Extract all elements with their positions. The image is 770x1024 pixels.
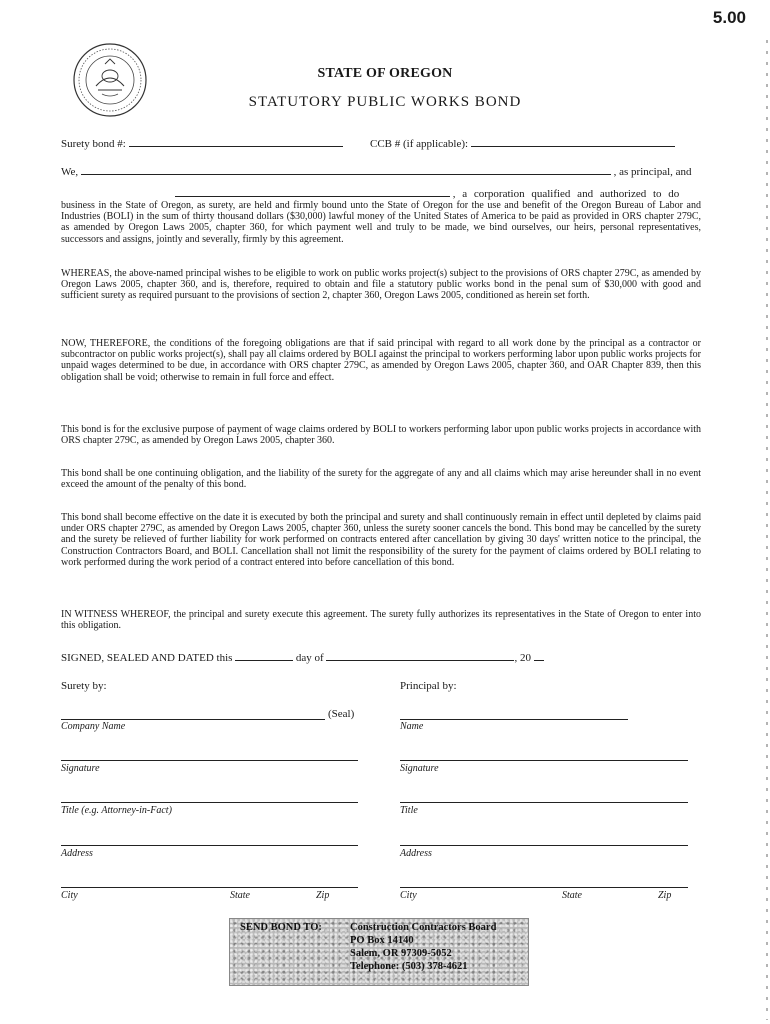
surety-title-label: Title (e.g. Attorney-in-Fact) [61,805,172,816]
principal-state-label: State [562,890,582,901]
surety-bond-label: Surety bond #: [61,138,126,150]
ccb-field[interactable] [370,136,675,150]
day-of-label: day of [295,652,324,664]
ccb-label: CCB # (if applicable): [370,138,469,150]
corporation-text: , a corporation qualified and authorized to do [452,188,680,200]
surety-name-field[interactable] [175,186,679,200]
ccb-input[interactable] [471,136,675,147]
paragraph-in-witness: IN WITNESS WHEREOF, the principal and surety execute this agreement. The surety fully authorizes its representatives in the State of Oregon to enter into this obligation. [61,609,701,632]
principal-name-line[interactable] [400,719,628,720]
principal-signature-line[interactable] [400,760,688,761]
principal-name-input[interactable] [81,164,611,175]
surety-city-line[interactable] [61,887,358,888]
surety-bond-field[interactable] [61,136,343,150]
surety-signature-label: Signature [61,763,100,774]
surety-zip-label: Zip [316,890,330,901]
send-bond-to-stamp [229,918,529,986]
ccb-address-line2: PO Box 14140 [350,935,414,946]
principal-signature-label: Signature [400,763,439,774]
we-label: We, [61,166,79,178]
principal-address-label: Address [400,848,432,859]
paragraph-exclusive-purpose: This bond is for the exclusive purpose of payment of wage claims ordered by BOLI to workers performing labor upon public works projects in accordance with ORS chapter 279C, as amended by Oregon Laws 2005, chapter 360. [61,424,701,447]
signed-day-input[interactable] [235,650,293,661]
signed-date-row [61,650,544,664]
surety-state-label: State [230,890,250,901]
surety-by-heading: Surety by: [61,680,107,692]
surety-signature-line[interactable] [61,760,358,761]
paragraph-bond-obligation: business in the State of Oregon, as surety, are held and firmly bound unto the State of Oregon for the use and benefit of the Oregon Bureau of Labor and Industries (BOLI) in the sum of thirty thousand dollars ($30,000) lawful money of the United States of America to be paid as provided in ORS chapter 279C, as amended by Oregon Laws 2005, chapter 360, for which payment well and truly to be made, we bind ourselves, our heirs, personal representatives, successors and assigns, jointly and severally, firmly by this agreement. [61,200,701,245]
principal-city-label: City [400,890,417,901]
principal-by-heading: Principal by: [400,680,457,692]
surety-company-line[interactable] [61,719,325,720]
signed-prefix: SIGNED, SEALED AND DATED this [61,652,233,664]
surety-bond-input[interactable] [129,136,343,147]
year-prefix: , 20 [514,652,531,664]
signed-month-input[interactable] [326,650,514,661]
document-title: STATUTORY PUBLIC WORKS BOND [248,94,522,110]
principal-suffix: , as principal, and [613,166,692,178]
surety-company-name-label: Company Name [61,721,126,732]
principal-name-label: Name [400,721,424,732]
principal-zip-label: Zip [658,890,672,901]
surety-address-line[interactable] [61,845,358,846]
principal-city-line[interactable] [400,887,688,888]
surety-title-line[interactable] [61,802,358,803]
principal-name-field[interactable] [61,164,692,178]
state-heading: STATE OF OREGON [317,66,453,81]
scan-edge-marks [766,40,768,1020]
surety-name-input[interactable] [175,186,450,197]
principal-title-line[interactable] [400,802,688,803]
paragraph-whereas: WHEREAS, the above-named principal wishes to be eligible to work on public works project(s) subject to the provisions of ORS chapter 279C, as amended by Oregon Laws 2005, chapter 360, and is, therefore, required to obtain and file a statutory public works bond in the penal sum of $30,000 with good and sufficient surety as required pursuant to the provisions of section 2, chapter 360, Oregon Laws 2005, conditioned as herein set forth. [61,268,701,302]
paragraph-continuing-obligation: This bond shall be one continuing obligation, and the liability of the surety for the aggregate of any and all claims which may arise hereunder shall in no event exceed the amount of the penalty of this bond. [61,468,701,491]
principal-title-label: Title [400,805,418,816]
surety-city-label: City [61,890,78,901]
ccb-telephone: Telephone: (503) 378-4621 [350,961,468,972]
ccb-address-line3: Salem, OR 97309-5052 [350,948,452,959]
signed-year-input[interactable] [534,650,544,661]
principal-address-line[interactable] [400,845,688,846]
form-number: 5.00 [712,8,746,27]
paragraph-effective-date: This bond shall become effective on the date it is executed by both the principal and surety and shall continuously remain in effect until depleted by claims paid under ORS chapter 279C, as amended by Oregon Laws 2005, chapter 360, unless the surety sooner cancels the bond. This bond may be cancelled by the surety and the surety be relieved of further liability for work performed on contracts entered after cancellation by giving 30 days' written notice to the principal, the Construction Contractors Board, and BOLI. Cancellation shall not limit the responsibility of the surety for the payment of claims ordered by BOLI relating to work performed during the work period of a contract entered into before cancellation of this bond. [61,512,701,568]
ccb-address-line1: Construction Contractors Board [350,922,497,933]
seal-label: (Seal) [328,708,355,720]
surety-address-label: Address [61,848,93,859]
paragraph-now-therefore: NOW, THEREFORE, the conditions of the foregoing obligations are that if said principal with regard to all work done by the principal as a contractor or subcontractor on public works project(s), shall pay all claims ordered by BOLI against the principal to workers performing labor upon public works projects for unpaid wages determined to be due, in accordance with ORS chapter 279C, as amended by Oregon Laws 2005, chapter 360, and OAR Chapter 839, then this obligation shall be void; otherwise to remain in full force and effect. [61,338,701,383]
send-bond-to-label: SEND BOND TO: [240,922,322,933]
